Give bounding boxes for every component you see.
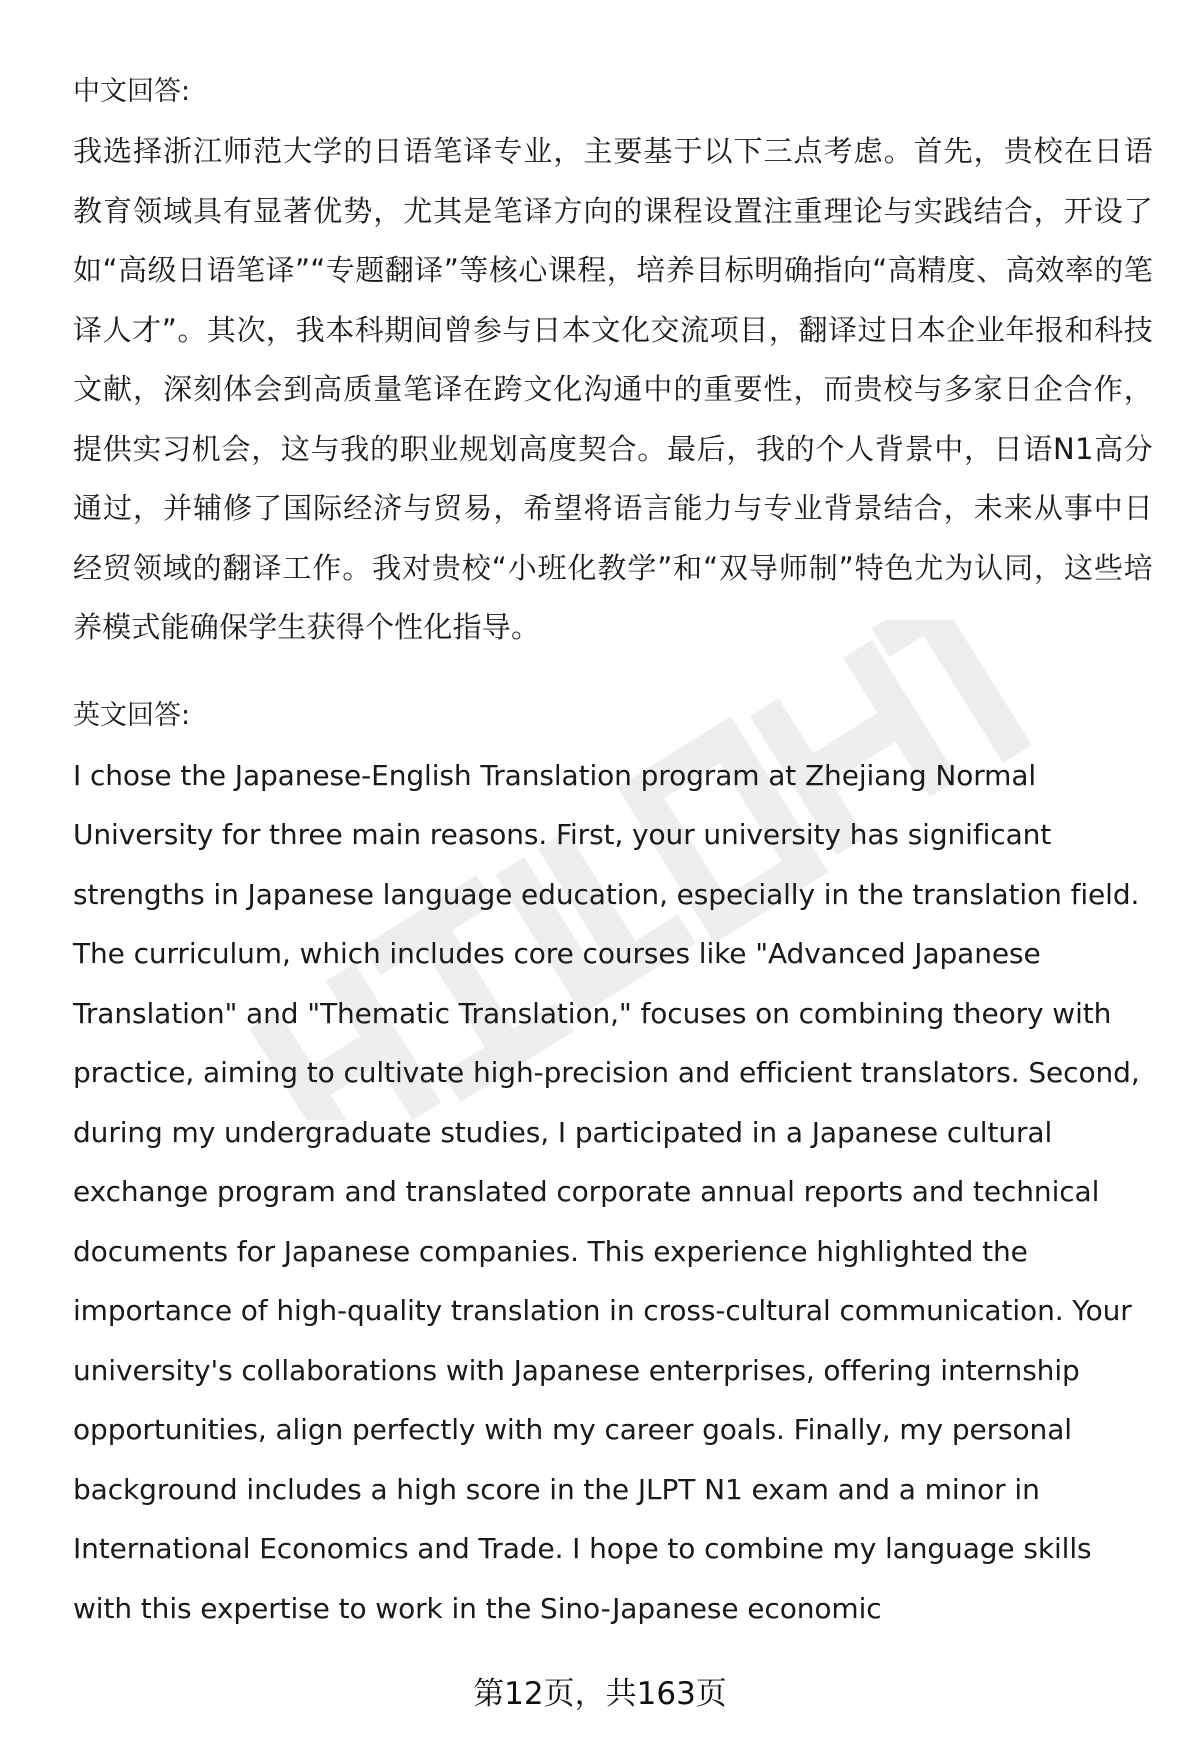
chinese-answer-label: 中文回答: bbox=[73, 76, 191, 107]
chinese-answer-paragraph: 我选择浙江师范大学的日语笔译专业，主要基于以下三点考虑。首先，贵校在日语教育领域具有显著优势，尤其是笔译方向的课程设置注重理论与实践结合，开设了如“高级日语笔译”“专题翻译”等核心课程，培养目标明确指向“高精度、高效率的笔译人才”。其次，我本科期间曾参与日本文化交流项目，翻译过日本企业年报和科技文献，深刻体会到高质量笔译在跨文化沟通中的重要性，而贵校与多家日企合作，提供实习机会，这与我的职业规划高度契合。最后，我的个人背景中，日语N1高分通过，并辅修了国际经济与贸易，希望将语言能力与专业背景结合，未来从事中日经贸领域的翻译工作。我对贵校“小班化教学”和“双导师制”特色尤为认同，这些培养模式能确保学生获得个性化指导。 bbox=[73, 134, 1153, 644]
section-gap bbox=[73, 658, 1153, 686]
english-answer-paragraph: I chose the Japanese-English Translation program at Zhejiang Normal University for three main reasons. First, your university has significant strengths in Japanese language education, especially in the translation field. The curriculum, which includes core courses like "Advanced Japanese Translation" and "Thematic Translation," focuses on combining theory with practice, aiming to cultivate high-precision and efficient translators. Second, during my undergraduate studies, I participated in a Japanese cultural exchange program and translated corporate annual reports and technical documents for Japanese companies. This experience highlighted the importance of high-quality translation in cross-cultural communication. Your university's collaborations with Japanese enterprises, offering internship opportunities, align perfectly with my career goals. Finally, my personal background includes a high score in the JLPT N1 exam and a minor in International Economics and Trade. I hope to combine my language skills with this expertise to work in the Sino-Japanese economic bbox=[73, 758, 1140, 1625]
english-answer-label: 英文回答: bbox=[73, 699, 191, 731]
page-number-footer: 第12页，共163页 bbox=[473, 1676, 727, 1712]
document-body bbox=[73, 62, 1153, 1638]
